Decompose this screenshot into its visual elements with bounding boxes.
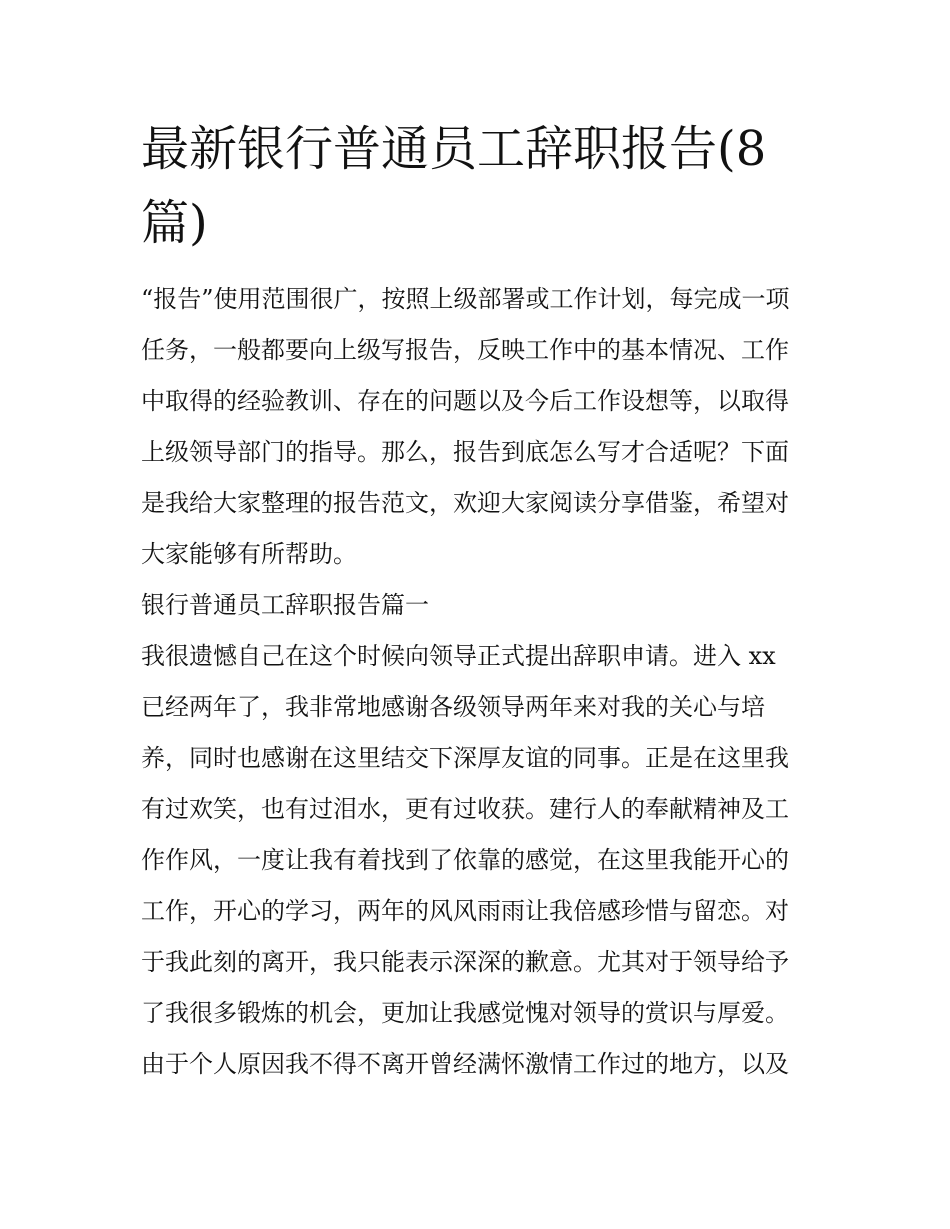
section-line: 作作风，一度让我有着找到了依靠的感觉，在这里我能开心的 bbox=[141, 846, 789, 874]
section-line: 已经两年了，我非常地感谢各级领导两年来对我的关心与培 bbox=[141, 693, 765, 721]
section-heading: 银行普通员工辞职报告篇一 bbox=[141, 591, 429, 619]
title-line-1: 最新银行普通员工辞职报告(8 bbox=[141, 121, 767, 177]
section-line: 我很遗憾自己在这个时候向领导正式提出辞职申请。进入 xx bbox=[141, 642, 776, 670]
intro-line: 大家能够有所帮助。 bbox=[141, 540, 357, 568]
section-line: 于我此刻的离开，我只能表示深深的歉意。尤其对于领导给予 bbox=[141, 948, 789, 976]
section-line: 了我很多锻炼的机会，更加让我感觉愧对领导的赏识与厚爱。 bbox=[141, 999, 789, 1027]
document-title bbox=[141, 112, 821, 260]
intro-line: 中取得的经验教训、存在的问题以及今后工作设想等，以取得 bbox=[141, 387, 789, 415]
intro-line: “报告”使用范围很广，按照上级部署或工作计划，每完成一项 bbox=[141, 285, 790, 313]
section-line: 有过欢笑，也有过泪水，更有过收获。建行人的奉献精神及工 bbox=[141, 795, 789, 823]
title-line-2: 篇) bbox=[141, 195, 208, 251]
section-line: 工作，开心的学习，两年的风风雨雨让我倍感珍惜与留恋。对 bbox=[141, 897, 789, 925]
intro-line: 上级领导部门的指导。那么，报告到底怎么写才合适呢？下面 bbox=[141, 438, 789, 466]
intro-line: 是我给大家整理的报告范文，欢迎大家阅读分享借鉴，希望对 bbox=[141, 489, 789, 517]
section-line: 由于个人原因我不得不离开曾经满怀激情工作过的地方，以及 bbox=[141, 1050, 789, 1078]
intro-line: 任务，一般都要向上级写报告，反映工作中的基本情况、工作 bbox=[141, 336, 789, 364]
section-line: 养，同时也感谢在这里结交下深厚友谊的同事。正是在这里我 bbox=[141, 744, 789, 772]
